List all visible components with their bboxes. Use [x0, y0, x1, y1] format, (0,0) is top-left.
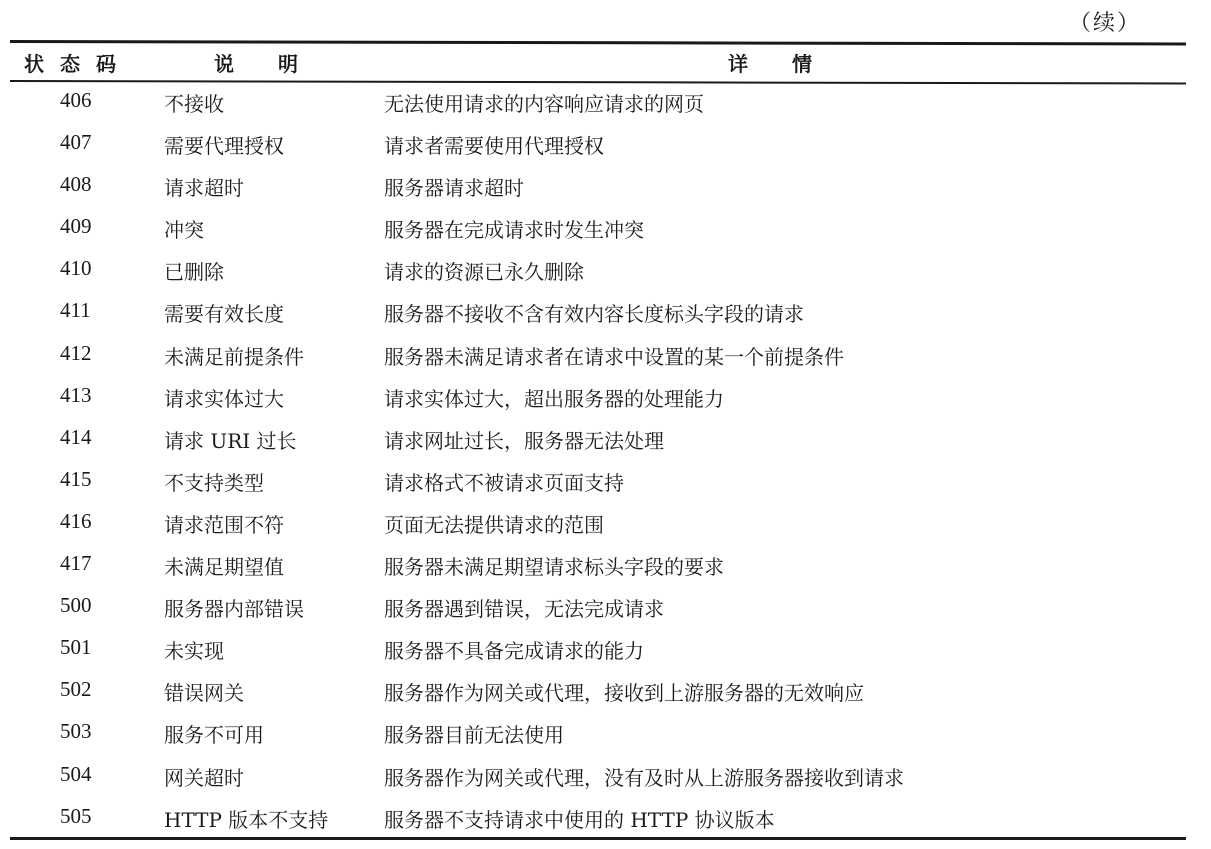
cell-detail: 请求网址过长，服务器无法处理 [384, 428, 664, 453]
table-row [0, 459, 1211, 501]
cell-detail: 服务器作为网关或代理，接收到上游服务器的无效响应 [384, 681, 864, 706]
cell-detail: 服务器未满足期望请求标头字段的要求 [384, 555, 724, 580]
table-row [0, 333, 1211, 375]
cell-detail: 服务器目前无法使用 [384, 723, 564, 748]
header-description: 说明 [214, 52, 342, 76]
cell-status-code: 417 [60, 551, 92, 576]
cell-status-code: 504 [60, 761, 92, 786]
cell-status-code: 409 [60, 214, 92, 239]
cell-description: HTTP 版本不支持 [164, 807, 329, 832]
table-row [0, 501, 1211, 543]
cell-detail: 服务器不接收不含有效内容长度标头字段的请求 [384, 302, 804, 327]
table-row [0, 206, 1211, 248]
table-row [0, 627, 1211, 669]
cell-status-code: 415 [60, 466, 92, 491]
cell-detail: 无法使用请求的内容响应请求的网页 [384, 92, 704, 116]
header-status-code: 状态码 [24, 52, 132, 76]
cell-status-code: 412 [60, 340, 92, 365]
cell-description: 未满足期望值 [164, 555, 284, 580]
cell-status-code: 416 [60, 508, 92, 533]
cell-detail: 服务器请求超时 [384, 176, 524, 201]
cell-description: 请求实体过大 [164, 386, 284, 411]
cell-detail: 请求格式不被请求页面支持 [384, 470, 624, 495]
cell-description: 需要有效长度 [164, 302, 284, 327]
cell-status-code: 407 [60, 130, 92, 155]
table-row [0, 80, 1211, 122]
cell-detail: 服务器作为网关或代理，没有及时从上游服务器接收到请求 [384, 765, 904, 790]
cell-detail: 服务器遇到错误，无法完成请求 [384, 597, 664, 622]
cell-detail: 请求的资源已永久删除 [384, 260, 584, 285]
cell-description: 服务不可用 [164, 723, 264, 748]
cell-detail: 服务器不支持请求中使用的 HTTP 协议版本 [384, 807, 775, 832]
cell-status-code: 500 [60, 593, 92, 618]
cell-description: 服务器内部错误 [164, 597, 304, 622]
cell-status-code: 411 [60, 298, 91, 323]
continued-label: （续） [1068, 11, 1141, 36]
cell-detail: 页面无法提供请求的范围 [384, 512, 604, 537]
cell-description: 需要代理授权 [164, 134, 284, 159]
table-row [0, 669, 1211, 711]
cell-description: 未实现 [164, 639, 224, 664]
table-bottom-rule [10, 837, 1186, 840]
cell-description: 请求 URI 过长 [164, 428, 297, 453]
table-row [0, 375, 1211, 417]
cell-detail: 请求实体过大，超出服务器的处理能力 [384, 386, 724, 411]
table-row [0, 248, 1211, 290]
header-detail: 详情 [728, 52, 856, 76]
cell-description: 错误网关 [164, 681, 244, 706]
cell-detail: 服务器未满足请求者在请求中设置的某一个前提条件 [384, 344, 844, 369]
table-row [0, 122, 1211, 164]
cell-status-code: 406 [60, 88, 92, 112]
cell-detail: 服务器在完成请求时发生冲突 [384, 218, 644, 243]
cell-status-code: 501 [60, 635, 92, 660]
table-header [0, 44, 1211, 78]
cell-description: 不支持类型 [164, 470, 264, 495]
cell-status-code: 413 [60, 382, 92, 407]
table-row [0, 754, 1211, 796]
cell-status-code: 414 [60, 424, 92, 449]
cell-description: 不接收 [164, 92, 224, 116]
table-row [0, 796, 1211, 838]
cell-description: 冲突 [164, 218, 204, 243]
cell-description: 未满足前提条件 [164, 344, 304, 369]
cell-detail: 请求者需要使用代理授权 [384, 134, 604, 159]
table-row [0, 585, 1211, 627]
table-row [0, 164, 1211, 206]
cell-description: 请求范围不符 [164, 512, 284, 537]
table-row [0, 543, 1211, 585]
table-row [0, 290, 1211, 332]
cell-status-code: 502 [60, 677, 92, 702]
cell-status-code: 505 [60, 803, 92, 828]
cell-description: 已删除 [164, 260, 224, 285]
cell-status-code: 408 [60, 172, 92, 197]
cell-description: 网关超时 [164, 765, 244, 790]
cell-status-code: 503 [60, 719, 92, 744]
table-row [0, 711, 1211, 753]
cell-status-code: 410 [60, 256, 92, 281]
table-body [0, 80, 1211, 838]
cell-description: 请求超时 [164, 176, 244, 201]
cell-detail: 服务器不具备完成请求的能力 [384, 639, 644, 664]
table-row [0, 417, 1211, 459]
